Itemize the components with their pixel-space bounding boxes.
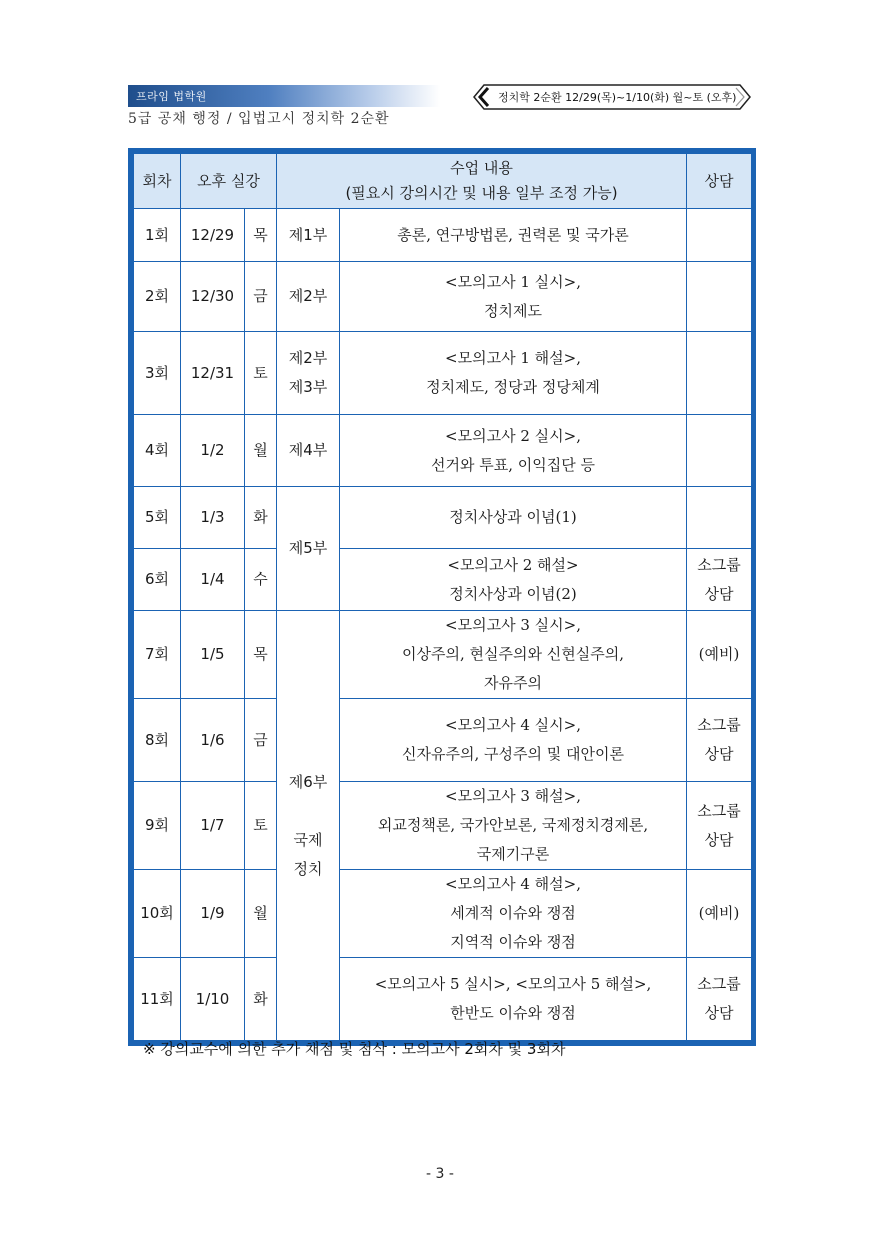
date-cell: 1/2	[181, 415, 245, 487]
weekday-cell: 화	[245, 487, 277, 549]
content-line: 선거와 투표, 이익집단 등	[431, 455, 595, 474]
consult-cell	[687, 699, 752, 782]
consult-cell	[687, 958, 752, 1041]
content-line: 외교정책론, 국가안보론, 국제정치경제론,	[377, 816, 649, 834]
consult-line: 소그룹	[697, 801, 741, 820]
weekday-cell: 목	[245, 611, 277, 699]
schedule-table-frame	[128, 148, 756, 1046]
header-content	[277, 154, 687, 209]
consult-cell	[687, 262, 752, 332]
consult-line: (예비)	[698, 904, 740, 922]
weekday-cell: 수	[245, 549, 277, 611]
banner-text: 정치학 2순환 12/29(목)~1/10(화) 월~토 (오후)	[498, 91, 737, 104]
table-row	[134, 611, 752, 699]
round-cell: 11회	[134, 958, 181, 1041]
content-line: 정치제도, 정당과 정당체계	[426, 378, 600, 396]
content-cell	[340, 870, 687, 958]
consult-cell	[687, 209, 752, 262]
content-line: 한반도 이슈와 쟁점	[450, 1004, 576, 1022]
content-line: 세계적 이슈와 쟁점	[450, 904, 576, 922]
table-row	[134, 487, 752, 549]
consult-cell	[687, 487, 752, 549]
content-cell	[340, 958, 687, 1041]
table-row	[134, 209, 752, 262]
part-cell-5: 제5부	[277, 487, 340, 611]
consult-line: 소그룹	[697, 975, 741, 993]
consult-cell	[687, 332, 752, 415]
part-line: 정치	[293, 859, 323, 878]
content-cell	[340, 549, 687, 611]
content-cell	[340, 415, 687, 487]
weekday-cell: 월	[245, 870, 277, 958]
brand-name: 프라임 법학원	[136, 90, 207, 103]
consult-line: (예비)	[698, 645, 740, 663]
table-row	[134, 262, 752, 332]
part-cell	[277, 332, 340, 415]
content-line: <모의고사 4 해설>,	[445, 875, 581, 893]
consult-line: 소그룹	[697, 716, 741, 734]
content-line: <모의고사 2 실시>,	[445, 426, 581, 445]
content-line: 지역적 이슈와 쟁점	[450, 933, 576, 951]
content-line: <모의고사 1 해설>,	[445, 349, 581, 367]
consult-line: 상담	[704, 830, 734, 849]
date-cell: 1/5	[181, 611, 245, 699]
weekday-cell: 목	[245, 209, 277, 262]
table-row	[134, 332, 752, 415]
round-cell: 6회	[134, 549, 181, 611]
round-cell: 4회	[134, 415, 181, 487]
weekday-cell: 금	[245, 699, 277, 782]
consult-line: 상담	[704, 745, 734, 763]
consult-cell	[687, 549, 752, 611]
weekday-cell: 화	[245, 958, 277, 1041]
table-row	[134, 782, 752, 870]
header-round: 회차	[134, 154, 181, 209]
round-cell: 1회	[134, 209, 181, 262]
schedule-banner	[472, 84, 752, 110]
content-line: <모의고사 2 해설>	[447, 555, 579, 574]
header-content-note: (필요시 강의시간 및 내용 일부 조정 가능)	[345, 184, 618, 202]
weekday-cell: 월	[245, 415, 277, 487]
table-row	[134, 870, 752, 958]
table-row	[134, 549, 752, 611]
content-line: <모의고사 5 실시>, <모의고사 5 해설>,	[374, 975, 652, 993]
part-cell: 제2부	[277, 262, 340, 332]
page-subtitle: 5급 공채 행정 / 입법고시 정치학 2순환	[128, 111, 390, 127]
consult-cell	[687, 611, 752, 699]
table-row	[134, 415, 752, 487]
consult-cell	[687, 782, 752, 870]
content-line: 정치사상과 이념(1)	[449, 508, 577, 526]
consult-cell	[687, 415, 752, 487]
content-cell	[340, 611, 687, 699]
round-cell: 3회	[134, 332, 181, 415]
content-line: <모의고사 1 실시>,	[445, 272, 581, 291]
part-cell-6	[277, 611, 340, 1041]
date-cell: 12/29	[181, 209, 245, 262]
round-cell: 7회	[134, 611, 181, 699]
content-line: <모의고사 4 실시>,	[445, 716, 581, 734]
round-cell: 8회	[134, 699, 181, 782]
content-cell	[340, 262, 687, 332]
part-line	[277, 797, 339, 826]
round-cell: 10회	[134, 870, 181, 958]
table-header-row	[134, 154, 752, 209]
date-cell: 1/7	[181, 782, 245, 870]
content-cell	[340, 699, 687, 782]
round-cell: 5회	[134, 487, 181, 549]
footnote: ※ 강의교수에 의한 추가 채점 및 첨삭 : 모의고사 2회차 및 3회차	[143, 1040, 566, 1058]
round-cell: 2회	[134, 262, 181, 332]
page-number: - 3 -	[426, 1166, 454, 1182]
content-line: 신자유주의, 구성주의 및 대안이론	[402, 745, 624, 763]
part-cell: 제1부	[277, 209, 340, 262]
content-line: <모의고사 3 실시>,	[445, 616, 581, 634]
part-line: 제2부	[288, 349, 328, 367]
round-cell: 9회	[134, 782, 181, 870]
consult-line: 상담	[704, 1004, 734, 1022]
schedule-table	[133, 153, 752, 1041]
part-line: 국제	[293, 830, 323, 849]
table-row	[134, 958, 752, 1041]
brand-bar	[128, 85, 440, 107]
part-line: 제6부	[288, 772, 328, 791]
date-cell: 1/4	[181, 549, 245, 611]
content-line: <모의고사 3 해설>,	[445, 787, 581, 805]
content-cell	[340, 487, 687, 549]
header-content-title: 수업 내용	[450, 159, 513, 177]
weekday-cell: 토	[245, 332, 277, 415]
part-line: 제3부	[288, 378, 328, 396]
content-cell	[340, 782, 687, 870]
content-cell	[340, 209, 687, 262]
date-cell: 12/30	[181, 262, 245, 332]
content-line: 총론, 연구방법론, 권력론 및 국가론	[397, 225, 629, 244]
table-row	[134, 699, 752, 782]
consult-line: 소그룹	[697, 555, 741, 574]
part-cell: 제4부	[277, 415, 340, 487]
date-cell: 1/10	[181, 958, 245, 1041]
content-cell	[340, 332, 687, 415]
date-cell: 1/9	[181, 870, 245, 958]
date-cell: 1/3	[181, 487, 245, 549]
weekday-cell: 금	[245, 262, 277, 332]
consult-cell	[687, 870, 752, 958]
date-cell: 1/6	[181, 699, 245, 782]
date-cell: 12/31	[181, 332, 245, 415]
content-line: 정치제도	[484, 301, 542, 320]
content-line: 이상주의, 현실주의와 신현실주의,	[402, 645, 624, 663]
header-consult: 상담	[687, 154, 752, 209]
header-time: 오후 실강	[181, 154, 277, 209]
content-line: 국제기구론	[476, 845, 550, 863]
consult-line: 상담	[704, 584, 734, 603]
content-line: 자유주의	[484, 674, 542, 692]
weekday-cell: 토	[245, 782, 277, 870]
content-line: 정치사상과 이념(2)	[449, 584, 577, 603]
